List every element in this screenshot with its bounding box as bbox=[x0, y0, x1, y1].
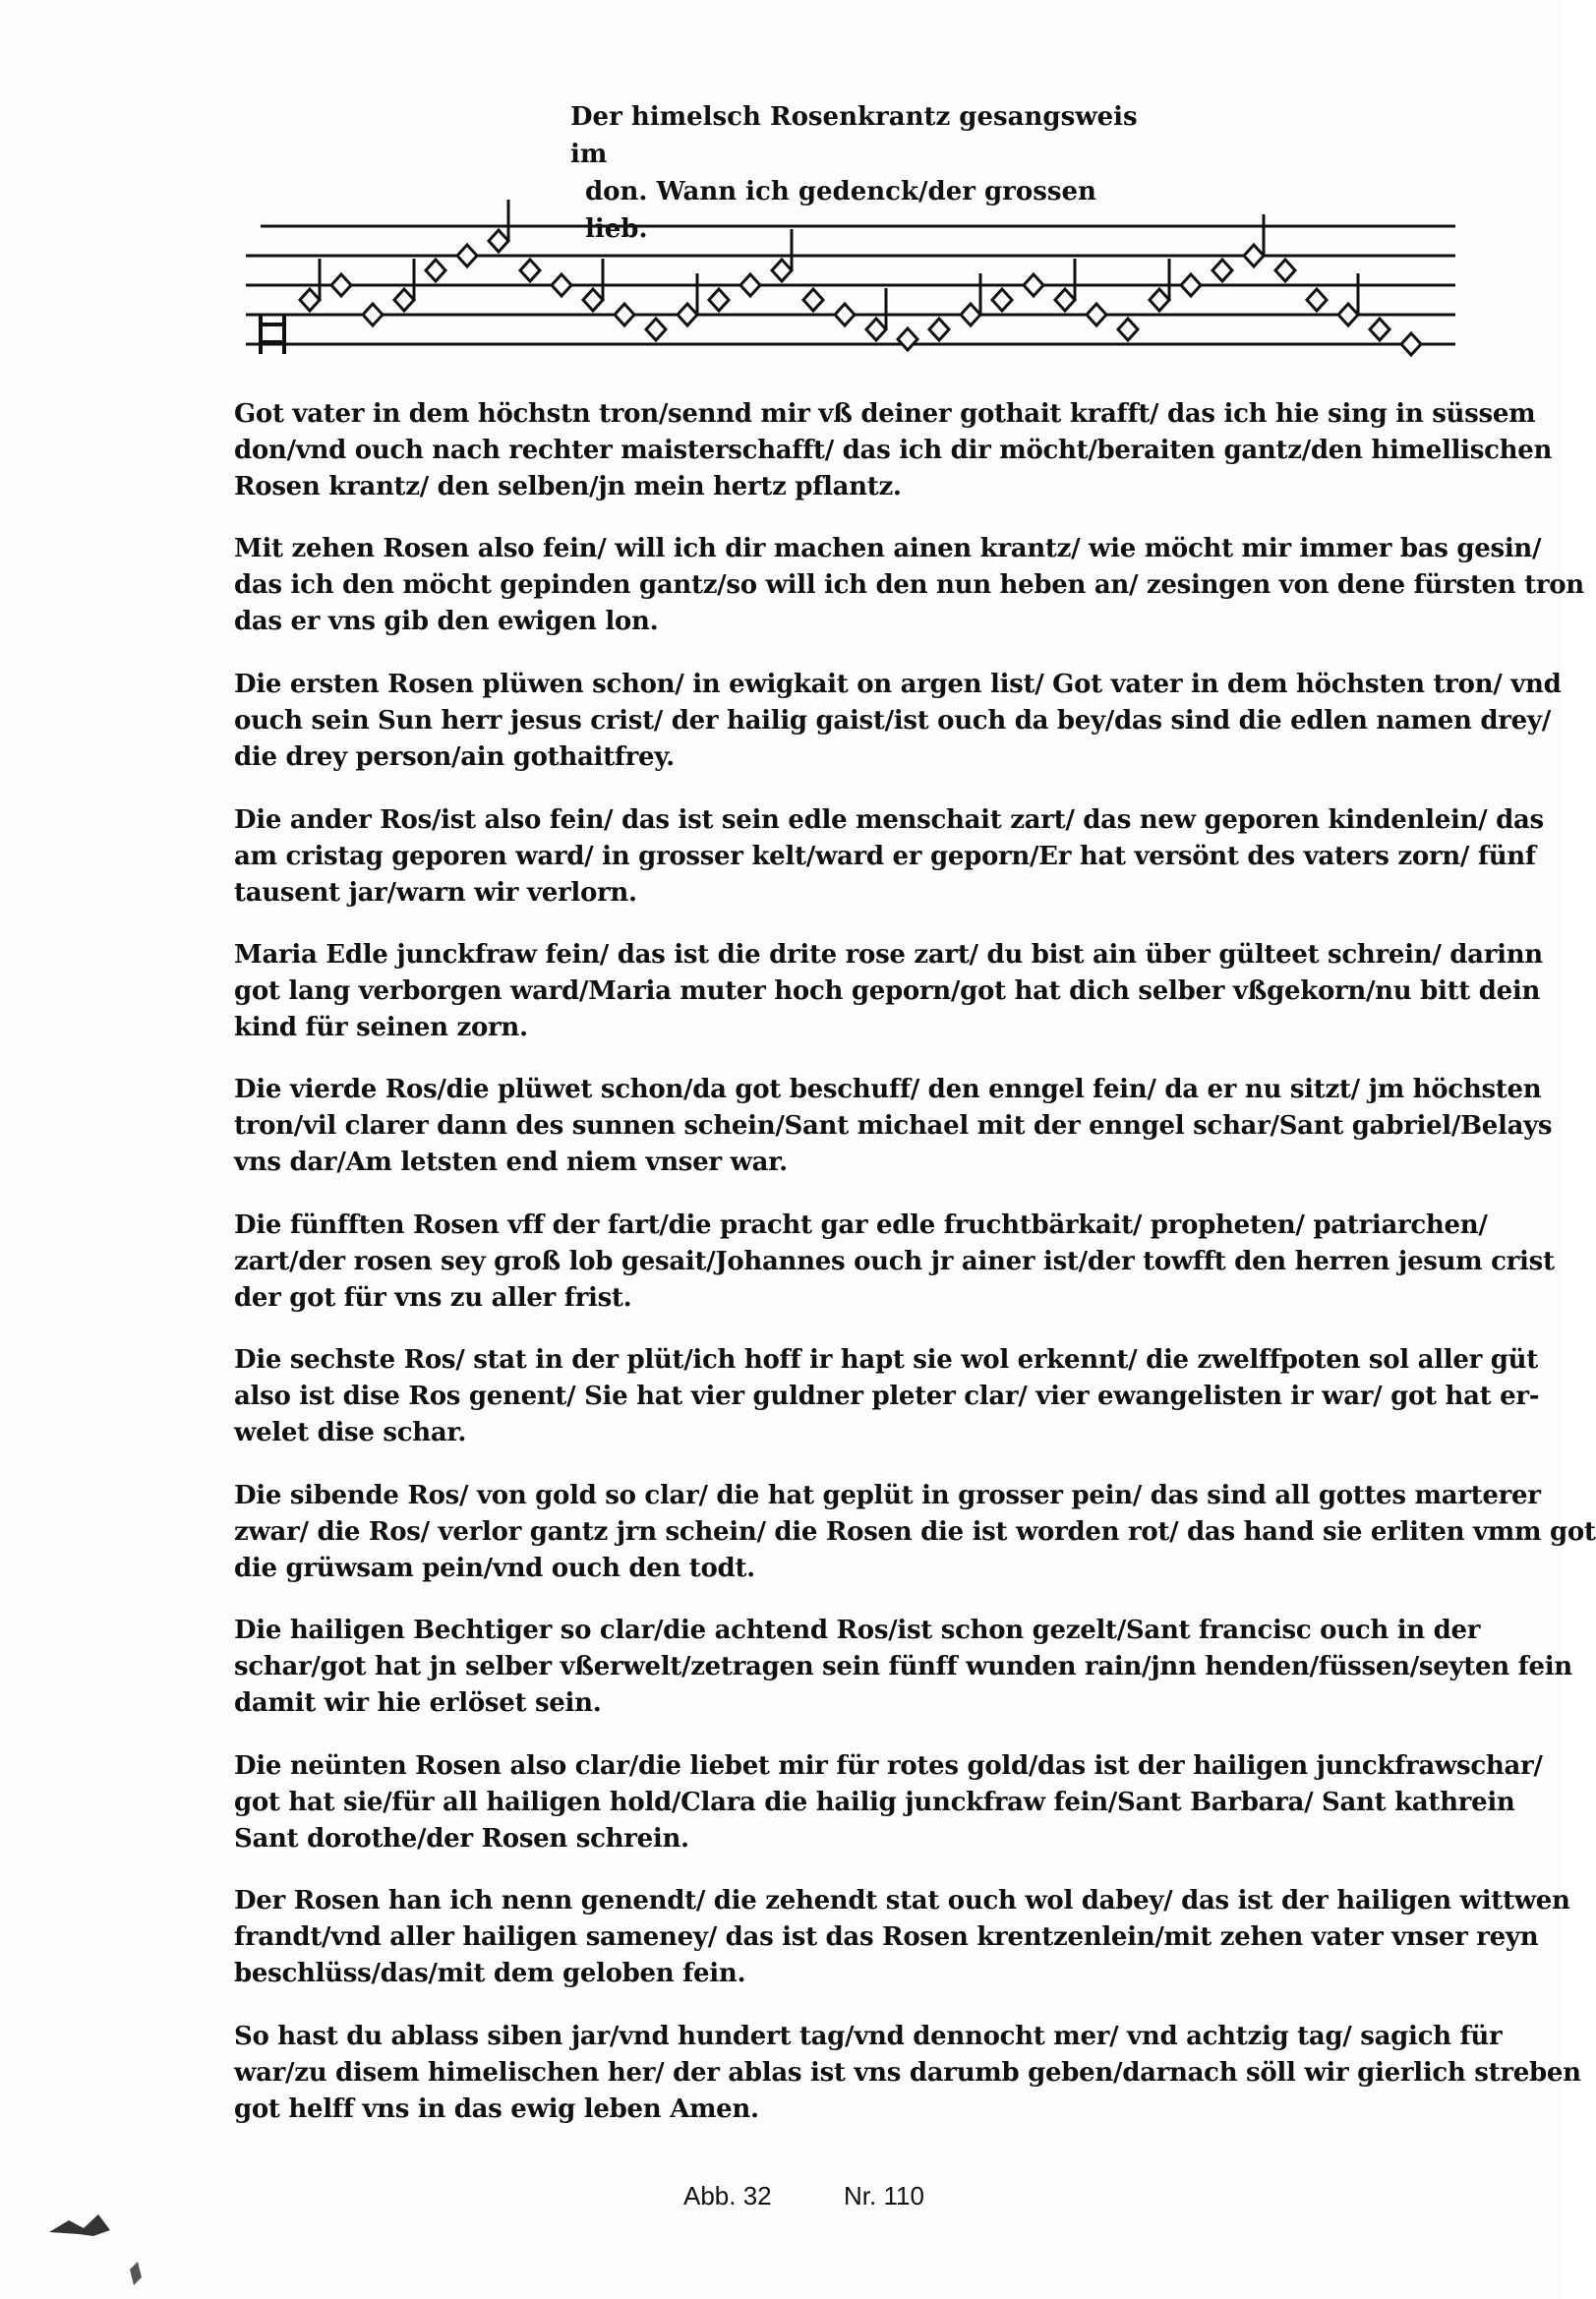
verse-line: war/zu disem himelischen her/ der ablas ist vns darumb geben/darnach söll wir gierlich streben bbox=[234, 2058, 1581, 2088]
neume-note bbox=[1275, 260, 1295, 281]
neume-note bbox=[992, 289, 1012, 311]
neume-note bbox=[929, 319, 949, 340]
verse-line: Der Rosen han ich nenn genendt/ die zehendt stat ouch wol dabey/ das ist der hailigen wittwen bbox=[234, 1886, 1570, 1916]
neume-note bbox=[489, 230, 508, 252]
verse-line: das ich den möcht gepinden gantz/so will ich den nun heben an/ zesingen von dene fürsten tron bbox=[234, 570, 1584, 600]
verse-line: Die sibende Ros/ von gold so clar/ die hat geplüt in grosser pein/ das sind all gottes marterer bbox=[234, 1481, 1541, 1510]
neume-note bbox=[835, 304, 855, 325]
neume-note bbox=[363, 304, 383, 325]
verse-line: Mit zehen Rosen also fein/ will ich dir machen ainen krantz/ wie möcht mir immer bas gesin/ bbox=[234, 534, 1542, 563]
neume-note bbox=[678, 304, 697, 325]
neume-note bbox=[1370, 319, 1389, 340]
verse-line: Die ander Ros/ist also fein/ das ist sein edle menschait zart/ das new geporen kindenlein/ das bbox=[234, 805, 1544, 835]
neume-note bbox=[520, 260, 540, 281]
neume-note bbox=[331, 274, 351, 296]
verse-line: Rosen krantz/ den selben/jn mein hertz pflantz. bbox=[234, 472, 902, 501]
verse-3 bbox=[234, 667, 1562, 776]
verse-line: Maria Edle junckfraw fein/ das ist die drite rose zart/ du bist ain über gülteet schrein/ darinn bbox=[234, 940, 1543, 970]
neume-note bbox=[1401, 333, 1421, 355]
neume-note bbox=[1244, 245, 1264, 266]
neume-note bbox=[1087, 304, 1106, 325]
neume-note bbox=[1212, 260, 1232, 281]
verse-8 bbox=[234, 1342, 1540, 1451]
neume-note bbox=[426, 260, 445, 281]
neume-note bbox=[866, 319, 886, 340]
staff-clef bbox=[261, 315, 284, 354]
neume-note bbox=[552, 274, 571, 296]
verse-12 bbox=[234, 1883, 1570, 1992]
verse-line: die drey person/ain gothaitfrey. bbox=[234, 742, 675, 772]
verse-line: Die vierde Ros/die plüwet schon/da got beschuff/ den enngel fein/ da er nu sitzt/ jm höchsten bbox=[234, 1075, 1542, 1104]
verse-6 bbox=[234, 1072, 1553, 1181]
neume-note bbox=[1307, 289, 1327, 311]
neume-note bbox=[1055, 289, 1075, 311]
neume-note bbox=[709, 289, 729, 311]
verse-7 bbox=[234, 1208, 1555, 1317]
verse-line: So hast du ablass siben jar/vnd hundert tag/vnd dennocht mer/ vnd achtzig tag/ sagich für bbox=[234, 2022, 1503, 2051]
title-line-2: don. Wann ich gedenck/der grossen lieb. bbox=[585, 177, 1096, 244]
neume-note bbox=[961, 304, 980, 325]
neume-note bbox=[898, 328, 917, 350]
verse-line: frandt/vnd aller hailigen sameney/ das ist das Rosen krentzenlein/mit zehen vater vnser reyn bbox=[234, 1922, 1539, 1952]
scan-smudge bbox=[39, 2163, 148, 2291]
neume-note bbox=[1024, 274, 1043, 296]
verse-line: ouch sein Sun herr jesus crist/ der hailig gaist/ist ouch da bey/das sind die edlen namen drey/ bbox=[234, 706, 1551, 736]
verse-line: schar/got hat jn selber vßerwelt/zetragen sein fünff wunden rain/jnn henden/füssen/seyten fein bbox=[234, 1652, 1572, 1681]
verse-line: got lang verborgen ward/Maria muter hoch geporn/got hat dich selber vßgekorn/nu bitt dein bbox=[234, 976, 1541, 1006]
verse-11 bbox=[234, 1748, 1543, 1857]
neume-note bbox=[300, 289, 320, 311]
verse-line: Die hailigen Bechtiger so clar/die achtend Ros/ist schon gezelt/Sant francisc ouch in der bbox=[234, 1616, 1481, 1645]
music-notes bbox=[300, 200, 1421, 355]
verse-line: kind für seinen zorn. bbox=[234, 1013, 528, 1042]
verse-line: die grüwsam pein/vnd ouch den todt. bbox=[234, 1554, 755, 1583]
verse-line: don/vnd ouch nach rechter maisterschafft/ das ich dir möcht/beraiten gantz/den himellischen bbox=[234, 436, 1553, 465]
title-line-1: Der himelsch Rosenkrantz gesangsweis im bbox=[570, 102, 1138, 169]
verse-9 bbox=[234, 1478, 1596, 1587]
verse-line: got hat sie/für all hailigen hold/Clara die hailig junckfraw fein/Sant Barbara/ Sant kathrein bbox=[234, 1788, 1515, 1817]
verse-line: beschlüss/das/mit dem geloben fein. bbox=[234, 1959, 746, 1988]
verse-line: Die sechste Ros/ stat in der plüt/ich hoff ir hapt sie wol erkennt/ die zwelffpoten sol aller güt bbox=[234, 1345, 1538, 1375]
verse-1 bbox=[234, 396, 1553, 505]
verse-line: Die ersten Rosen plüwen schon/ in ewigkait on argen list/ Got vater in dem höchsten tron/ vnd bbox=[234, 670, 1562, 699]
neume-note bbox=[1338, 304, 1358, 325]
verse-line: Sant dorothe/der Rosen schrein. bbox=[234, 1824, 689, 1854]
verse-line: zwar/ die Ros/ verlor gantz jrn schein/ die Rosen die ist worden rot/ das hand sie erliten vmm got bbox=[234, 1517, 1596, 1547]
neume-note bbox=[740, 274, 760, 296]
neume-note bbox=[772, 260, 792, 281]
neume-note bbox=[1150, 289, 1169, 311]
verse-line: am cristag geporen ward/ in grosser kelt/ward er geporn/Er hat versönt des vaters zorn/ fünf bbox=[234, 842, 1536, 871]
verse-line: Got vater in dem höchstn tron/sennd mir vß deiner gothait krafft/ das ich hie sing in süssem bbox=[234, 399, 1536, 429]
verse-line: damit wir hie erlöset sein. bbox=[234, 1688, 602, 1718]
music-staff bbox=[231, 192, 1460, 388]
neume-note bbox=[457, 245, 477, 266]
neume-note bbox=[646, 319, 666, 340]
verse-line: das er vns gib den ewigen lon. bbox=[234, 607, 659, 636]
verse-2 bbox=[234, 531, 1584, 640]
verse-line: Die fünfften Rosen vff der fart/die pracht gar edle fruchtbärkait/ propheten/ patriarchen/ bbox=[234, 1210, 1488, 1240]
verse-line: tausent jar/warn wir verlorn. bbox=[234, 878, 637, 908]
verse-5 bbox=[234, 937, 1543, 1046]
neume-note bbox=[583, 289, 603, 311]
neume-note bbox=[803, 289, 823, 311]
verse-line: vns dar/Am letsten end niem vnser war. bbox=[234, 1148, 788, 1177]
verse-10 bbox=[234, 1613, 1572, 1722]
verse-line: zart/der rosen sey groß lob gesait/Johannes ouch jr ainer ist/der towfft den herren jesum crist bbox=[234, 1247, 1555, 1276]
verse-line: also ist dise Ros genent/ Sie hat vier guldner pleter clar/ vier ewangelisten ir war/ got hat er- bbox=[234, 1382, 1540, 1411]
neume-note bbox=[1118, 319, 1138, 340]
verse-line: got helff vns in das ewig leben Amen. bbox=[234, 2094, 759, 2124]
verse-4 bbox=[234, 802, 1544, 912]
catalog-number: Nr. 110 bbox=[844, 2181, 924, 2211]
verse-line: tron/vil clarer dann des sunnen schein/Sant michael mit der enngel schar/Sant gabriel/Belays bbox=[234, 1111, 1553, 1141]
figure-caption: Abb. 32 bbox=[683, 2181, 772, 2211]
verse-line: Die neünten Rosen also clar/die liebet mir für rotes gold/das ist der hailigen junckfrawschar/ bbox=[234, 1751, 1543, 1781]
verse-line: der got für vns zu aller frist. bbox=[234, 1283, 632, 1313]
neume-note bbox=[1181, 274, 1201, 296]
neume-note bbox=[615, 304, 634, 325]
verse-line: welet dise schar. bbox=[234, 1418, 467, 1447]
neume-note bbox=[394, 289, 414, 311]
verse-13 bbox=[234, 2019, 1581, 2128]
